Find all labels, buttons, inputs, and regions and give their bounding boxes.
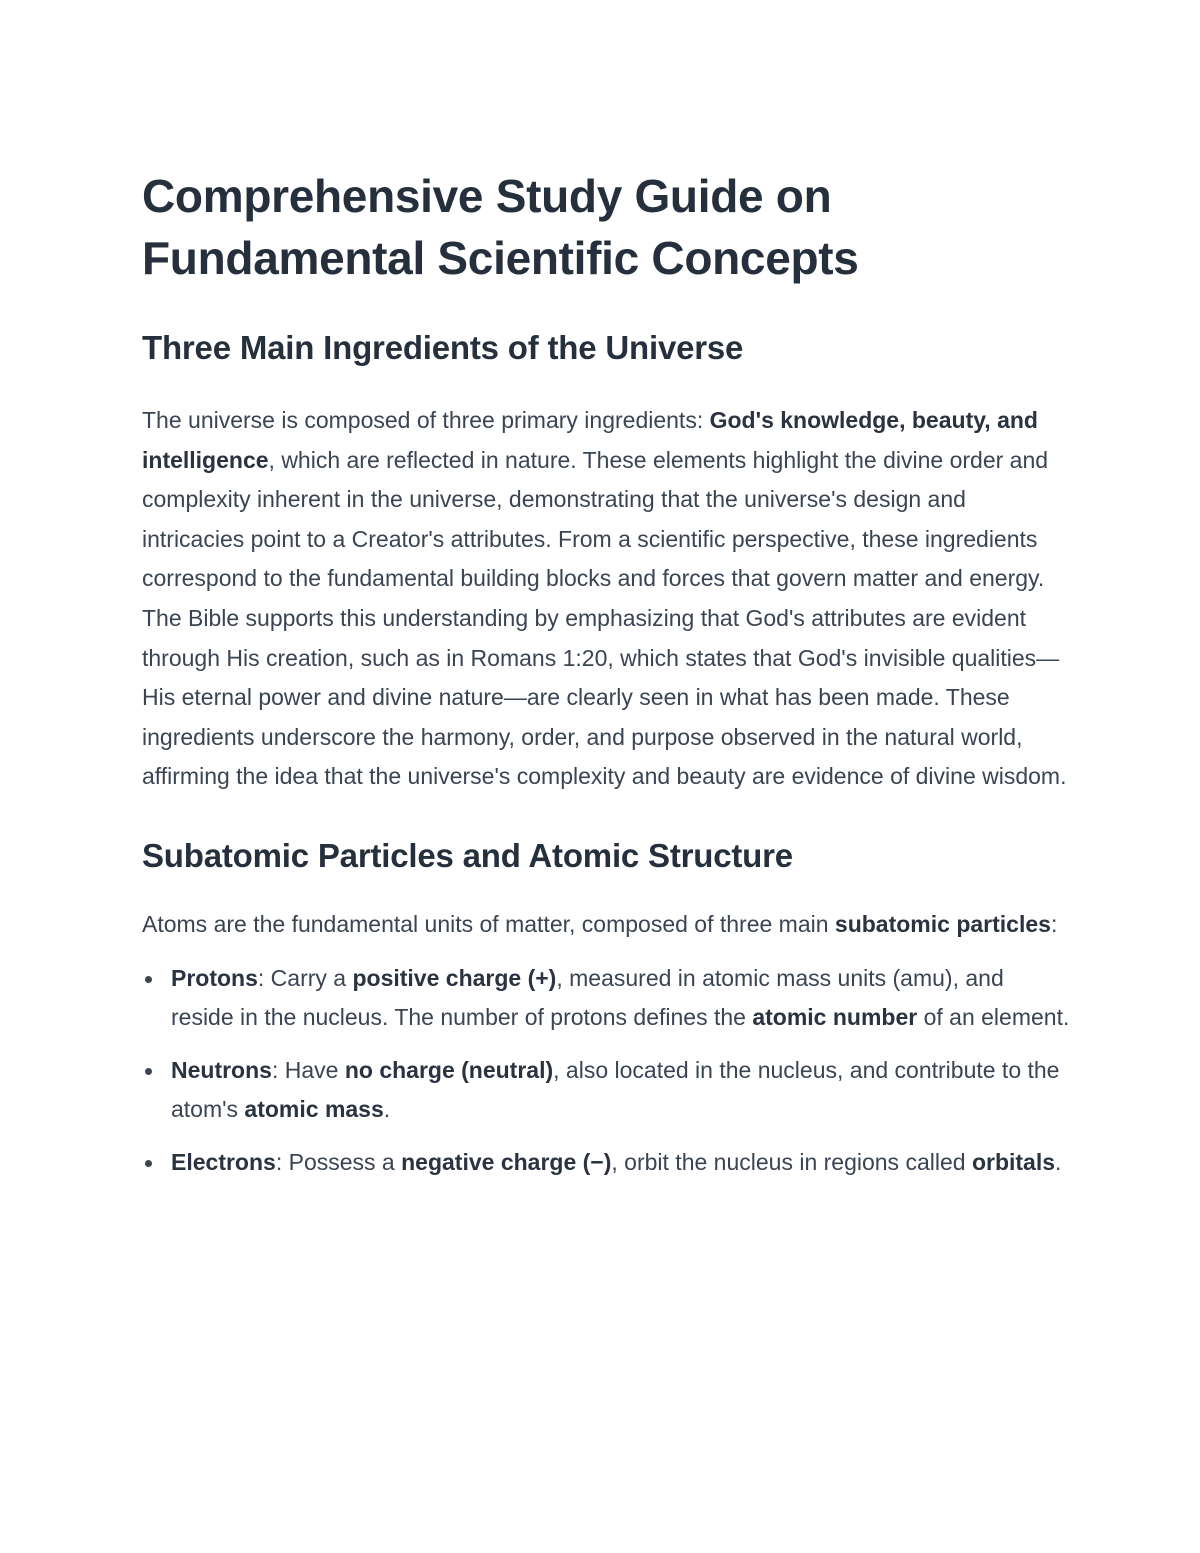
document-page <box>142 165 1072 1196</box>
item-term: Electrons <box>171 1148 276 1175</box>
item-bold-1: no charge (neutral) <box>344 1056 554 1083</box>
item-bold-2: atomic number <box>752 1004 918 1031</box>
subatomic-colon: : <box>1050 910 1058 937</box>
particle-list <box>142 959 1072 1183</box>
item-bold-1: positive charge (+) <box>352 964 557 991</box>
item-text-1: , orbit the nucleus in regions called <box>611 1148 972 1175</box>
subatomic-bold-text: subatomic particles <box>834 910 1051 937</box>
section-heading-subatomic: Subatomic Particles and Atomic Structure <box>142 836 793 874</box>
item-separator: : Have <box>271 1056 345 1083</box>
ingredients-paragraph <box>142 401 1072 797</box>
item-separator: : Carry a <box>257 964 353 991</box>
subatomic-intro-text: Atoms are the fundamental units of matter, composed of three main <box>142 910 835 937</box>
item-bold-2: atomic mass <box>244 1096 384 1123</box>
bullet-icon <box>145 976 152 983</box>
ingredients-bold-text: God's knowledge, beauty, and intelligence <box>142 407 1038 473</box>
subatomic-intro-paragraph <box>142 905 1072 945</box>
bullet-icon <box>145 1068 152 1075</box>
list-item-neutrons <box>142 1051 1072 1130</box>
ingredients-body-text: , which are reflected in nature. These elements highlight the divine order and complexity inherent in the universe, demonstrating that the universe's design and intricacies point to a Creator's attributes. From a scientific perspective, these ingredients correspond to the fundamental building blocks and forces that govern matter and energy. The Bible supports this understanding by emphasizing that God's attributes are evident through His creation, such as in Romans 1:20, which states that God's invisible qualities—His eternal power and divine nature—are clearly seen in what has been made. These ingredients underscore the harmony, order, and purpose observed in the natural world, affirming the idea that the universe's complexity and beauty are evidence of divine wisdom. <box>142 446 1067 790</box>
list-item-protons <box>142 959 1072 1038</box>
item-term: Protons <box>171 964 258 991</box>
item-text-1: , measured in atomic mass units (amu), and reside in the nucleus. The number of protons defines the <box>171 964 1004 1031</box>
item-bold-1: negative charge (−) <box>401 1148 612 1175</box>
item-text-2: of an element. <box>917 1004 1070 1031</box>
item-term: Neutrons <box>171 1056 272 1083</box>
item-text-2: . <box>383 1096 391 1123</box>
item-text-1: , also located in the nucleus, and contribute to the atom's <box>171 1056 1060 1123</box>
ingredients-intro-text: The universe is composed of three primary ingredients: <box>142 407 710 433</box>
list-item-electrons <box>142 1143 1072 1183</box>
item-separator: : Possess a <box>275 1148 402 1175</box>
page-title: Comprehensive Study Guide on Fundamental Scientific Concepts <box>142 170 859 284</box>
bullet-icon <box>145 1160 152 1167</box>
item-bold-2: orbitals <box>971 1148 1056 1175</box>
item-text-2: . <box>1055 1148 1062 1175</box>
section-heading-ingredients: Three Main Ingredients of the Universe <box>142 329 744 366</box>
